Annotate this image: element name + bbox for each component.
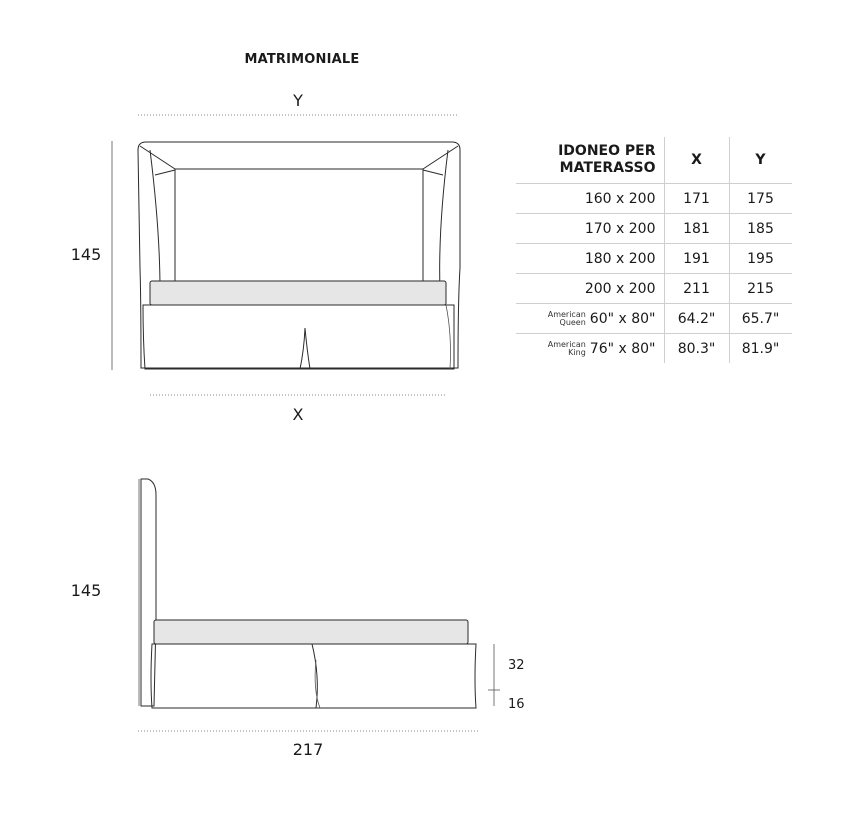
side-headboard (141, 479, 156, 706)
mattress-size: 170 x 200 (584, 220, 656, 237)
side-base (151, 644, 476, 708)
side-mattress (154, 620, 468, 644)
y-value: 65.7" (729, 304, 792, 334)
diagram-title: MATRIMONIALE (244, 52, 360, 67)
headboard-drape-right (440, 150, 448, 290)
headboard-bevel-tl (140, 146, 175, 169)
headboard-seam-left (155, 170, 175, 175)
y-value: 185 (729, 214, 792, 244)
mattress-size: 60" x 80" (589, 310, 656, 327)
size-cell (516, 304, 664, 334)
mattress-size: 76" x 80" (589, 340, 656, 357)
clearance-label: 16 (508, 697, 525, 712)
side-view (71, 479, 525, 759)
front-mattress (150, 281, 446, 305)
table-row (516, 334, 792, 364)
y-value: 175 (729, 184, 792, 214)
mattress-size: 180 x 200 (584, 250, 656, 267)
table-row (516, 184, 792, 214)
y-value: 81.9" (729, 334, 792, 364)
headboard-bevel-tr (423, 146, 458, 169)
header-size-line1: IDONEO PER (558, 143, 656, 159)
mattress-size: 200 x 200 (584, 280, 656, 297)
side-length-label: 217 (292, 740, 324, 759)
size-cell (516, 334, 664, 364)
table-row (516, 244, 792, 274)
y-value: 215 (729, 274, 792, 304)
x-value: 191 (664, 244, 729, 274)
base-height-label: 32 (508, 658, 525, 673)
side-height-label: 145 (70, 581, 102, 600)
x-value: 181 (664, 214, 729, 244)
header-x: X (664, 137, 729, 184)
front-base-pleat (300, 328, 310, 369)
header-mattress-size (516, 137, 664, 184)
front-height-label: 145 (70, 245, 102, 264)
front-width-label: Y (293, 91, 303, 110)
y-value: 195 (729, 244, 792, 274)
x-value: 64.2" (664, 304, 729, 334)
size-cell (516, 184, 664, 214)
headboard-outline (138, 142, 460, 368)
front-inner-width-label: X (292, 405, 304, 424)
headboard-seam-right (423, 170, 443, 175)
size-cell (516, 214, 664, 244)
header-y: Y (729, 137, 792, 184)
x-value: 171 (664, 184, 729, 214)
x-value: 211 (664, 274, 729, 304)
x-value: 80.3" (664, 334, 729, 364)
size-cell (516, 244, 664, 274)
size-table (516, 137, 792, 363)
headboard-drape-left (150, 150, 160, 290)
headboard-inner-panel (175, 169, 423, 281)
header-size-line2: MATERASSO (559, 160, 656, 176)
region-label: American King (547, 339, 586, 357)
size-table-header (516, 137, 792, 184)
table-row (516, 214, 792, 244)
mattress-size: 160 x 200 (584, 190, 656, 207)
table-row (516, 274, 792, 304)
front-base-side-fold (446, 305, 451, 369)
region-label: American Queen (547, 309, 586, 327)
front-view (71, 91, 460, 424)
side-base-seam (312, 644, 317, 708)
table-row (516, 304, 792, 334)
size-cell (516, 274, 664, 304)
front-base (143, 305, 454, 369)
